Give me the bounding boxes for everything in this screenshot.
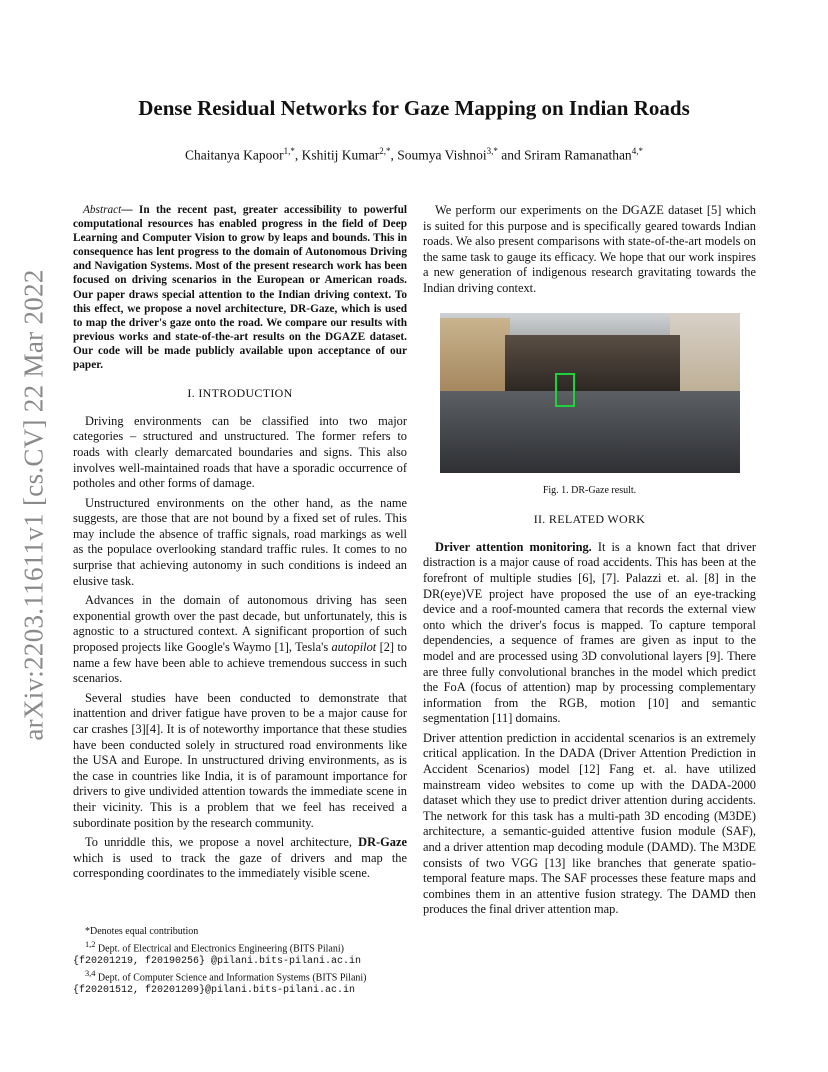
author-affil: 1,*	[283, 146, 295, 156]
abstract-label: Abstract	[83, 204, 122, 216]
text-run: [2] to name a few have been able to achieve tremendous success in such scenarios.	[73, 640, 407, 686]
paragraph: Unstructured environments on the other hand, as the name suggests, are those that are not bound by a fixed set of rules. This may include the absence of traffic signals, road markings as well as the populace overlooking standard traffic rules. It comes to no surprise that achieving autonomy in such conditions is indeed an elusive task.	[73, 495, 407, 588]
left-column	[73, 203, 407, 886]
abstract	[73, 203, 407, 372]
figure-caption: Fig. 1. DR-Gaze result.	[542, 484, 637, 496]
footnote-equal: *Denotes equal contribution	[85, 926, 199, 937]
figure-underpass	[505, 335, 680, 395]
author-list: Chaitanya Kapoor$^{1,*}$, Kshitij Kumar$^{2,*}$, Soumya Vishnoi$^{3,*}$ and Sriram Ramanathan$^{4,*}$	[185, 146, 643, 163]
footnote-sup: 1,2	[85, 939, 96, 949]
section-heading-related-work: II. RELATED WORK	[533, 512, 646, 527]
gaze-bounding-box	[555, 373, 575, 407]
author-name: Sriram Ramanathan	[524, 147, 632, 163]
text-run: To unriddle this, we propose a novel architecture,	[85, 835, 359, 850]
footnote-sup: 3,4	[85, 969, 96, 979]
author-affil: 3,*	[486, 146, 498, 156]
text-run: Advances in the domain of autonomous driving has seen exponential growth over the past decade, but unfortunately, this is agnostic to a structured context. A significant proportion of such proposed projects like Google's Waymo [1], Tesla's	[73, 593, 407, 655]
footnote-email: {f20201512, f20201209}@pilani.bits-pilani.ac.in	[73, 985, 356, 997]
text-run: which is used to track the gaze of drivers and map the corresponding coordinates to the immediately visible scene.	[73, 850, 407, 881]
text-run: It is a known fact that driver distraction is a major cause of road accidents. This has been at the forefront of multiple studies [6], [7]. Palazzi et. al. [8] in the DR(eye)VE project have proposed the use of an eye-tracking device and a roof-mounted camera that records the external view onto which the driver's focus is mapped. To capture temporal dependencies, a sequence of frames are given as input to the model and are processed using 3D convolutional layers [9]. There are three fully convolutional branches in the model which predict the FoA (focus of attention) map by processing complementary information from the RGB, motion [10] and semantic segmentation [11] domains.	[423, 539, 756, 726]
footnote-text: Dept. of Computer Science and Information Systems (BITS Pilani)	[95, 972, 367, 984]
paragraph: We perform our experiments on the DGAZE dataset [5] which is suited for this purpose and is specifically geared towards Indian roads. We also present comparisons with state-of-the-art models on the same task to gauge its efficacy. We hope that our work inspires a new generation of indigenous research gravitating towards the Indian driving context.	[423, 203, 756, 295]
abstract-text: — In the recent past, greater accessibility to powerful computational resources has enabled progress in the field of Deep Learning and Computer Vision to grow by leaps and bounds. This in consequence has lent progress to the domain of Autonomous Driving and Navigation Systems. Most of the present research work has been focused on driving scenarios in the European or American roads. Our paper draws special attention to the Indian driving context. To this effect, we propose a novel architecture, DR-Gaze, which is used to map the driver's gaze onto the road. We compare our results with previous works and state-of-the-art results on the DGAZE dataset. Our code will be made publicly available upon acceptance of our paper.	[73, 204, 407, 372]
footnote-affiliation	[73, 968, 407, 985]
paragraph: Several studies have been conducted to demonstrate that inattention and driver fatigue have proven to be a major cause for car crashes [3][4]. It is of noteworthy importance that these studies have been conducted solely in structured road environments like the USA and Europe. In unstructured driving environments, as is the case in countries like India, it is of paramount importance for drivers to give undivided attention towards the immediate scene in their vicinity. This is a problem that we feel has received a subordinate position by the research community.	[73, 690, 407, 830]
italic-term: autopilot	[331, 640, 377, 655]
figure-dr-gaze-result	[440, 313, 740, 473]
author-name: Kshitij Kumar	[301, 147, 380, 163]
footnotes	[73, 926, 407, 998]
author-affil: 2,*	[379, 146, 391, 156]
author-name: Soumya Vishnoi	[397, 147, 487, 163]
bold-term: DR-Gaze	[358, 835, 407, 850]
paragraph: Driving environments can be classified into two major categories – structured and unstructured. The former refers to roads with clearly demarcated boundaries and signs. This also involves well-maintained roads that have a sporadic occurrence of potholes and other forms of damage.	[73, 413, 407, 491]
author-name: Chaitanya Kapoor	[185, 147, 284, 163]
paper-title: Dense Residual Networks for Gaze Mapping on Indian Roads	[138, 96, 690, 120]
arxiv-stamp-text: arXiv:2203.11611v1 [cs.CV] 22 Mar 2022	[18, 269, 49, 741]
section-heading-introduction: I. INTRODUCTION	[187, 386, 293, 401]
author-affil: 4,*	[631, 146, 643, 156]
footnote-email: {f20201219, f20190256} @pilani.bits-pilani.ac.in	[73, 955, 362, 967]
paragraph	[73, 593, 407, 687]
footnote-text: Dept. of Electrical and Electronics Engineering (BITS Pilani)	[95, 942, 344, 954]
arxiv-stamp	[10, 270, 58, 740]
footnote-affiliation	[73, 939, 407, 956]
bold-term: Driver attention monitoring.	[435, 539, 592, 554]
paragraph: Driver attention prediction in accidental scenarios is an extremely critical application. In the DADA (Driver Attention Prediction in Accident Scenarios) model [12] Fang et. al. have utilized mainstream video websites to come up with the DADA-2000 dataset which they use to predict driver attention during accidents. The network for this task has a multi-path 3D encoding (M3DE) architecture, a semantic-guided attentive fusion module (SAF), and a driver attention map decoding module (DAMD). The M3DE consists of two VGG [13] like branches that generate spatio-temporal feature maps. The SAF processes these feature maps and combines them in an attentive fusion strategy. The DAMD then produces the final driver attention map.	[423, 730, 756, 917]
paragraph	[73, 835, 407, 882]
right-column	[423, 203, 756, 922]
paragraph	[423, 540, 756, 727]
figure-road	[440, 391, 740, 473]
